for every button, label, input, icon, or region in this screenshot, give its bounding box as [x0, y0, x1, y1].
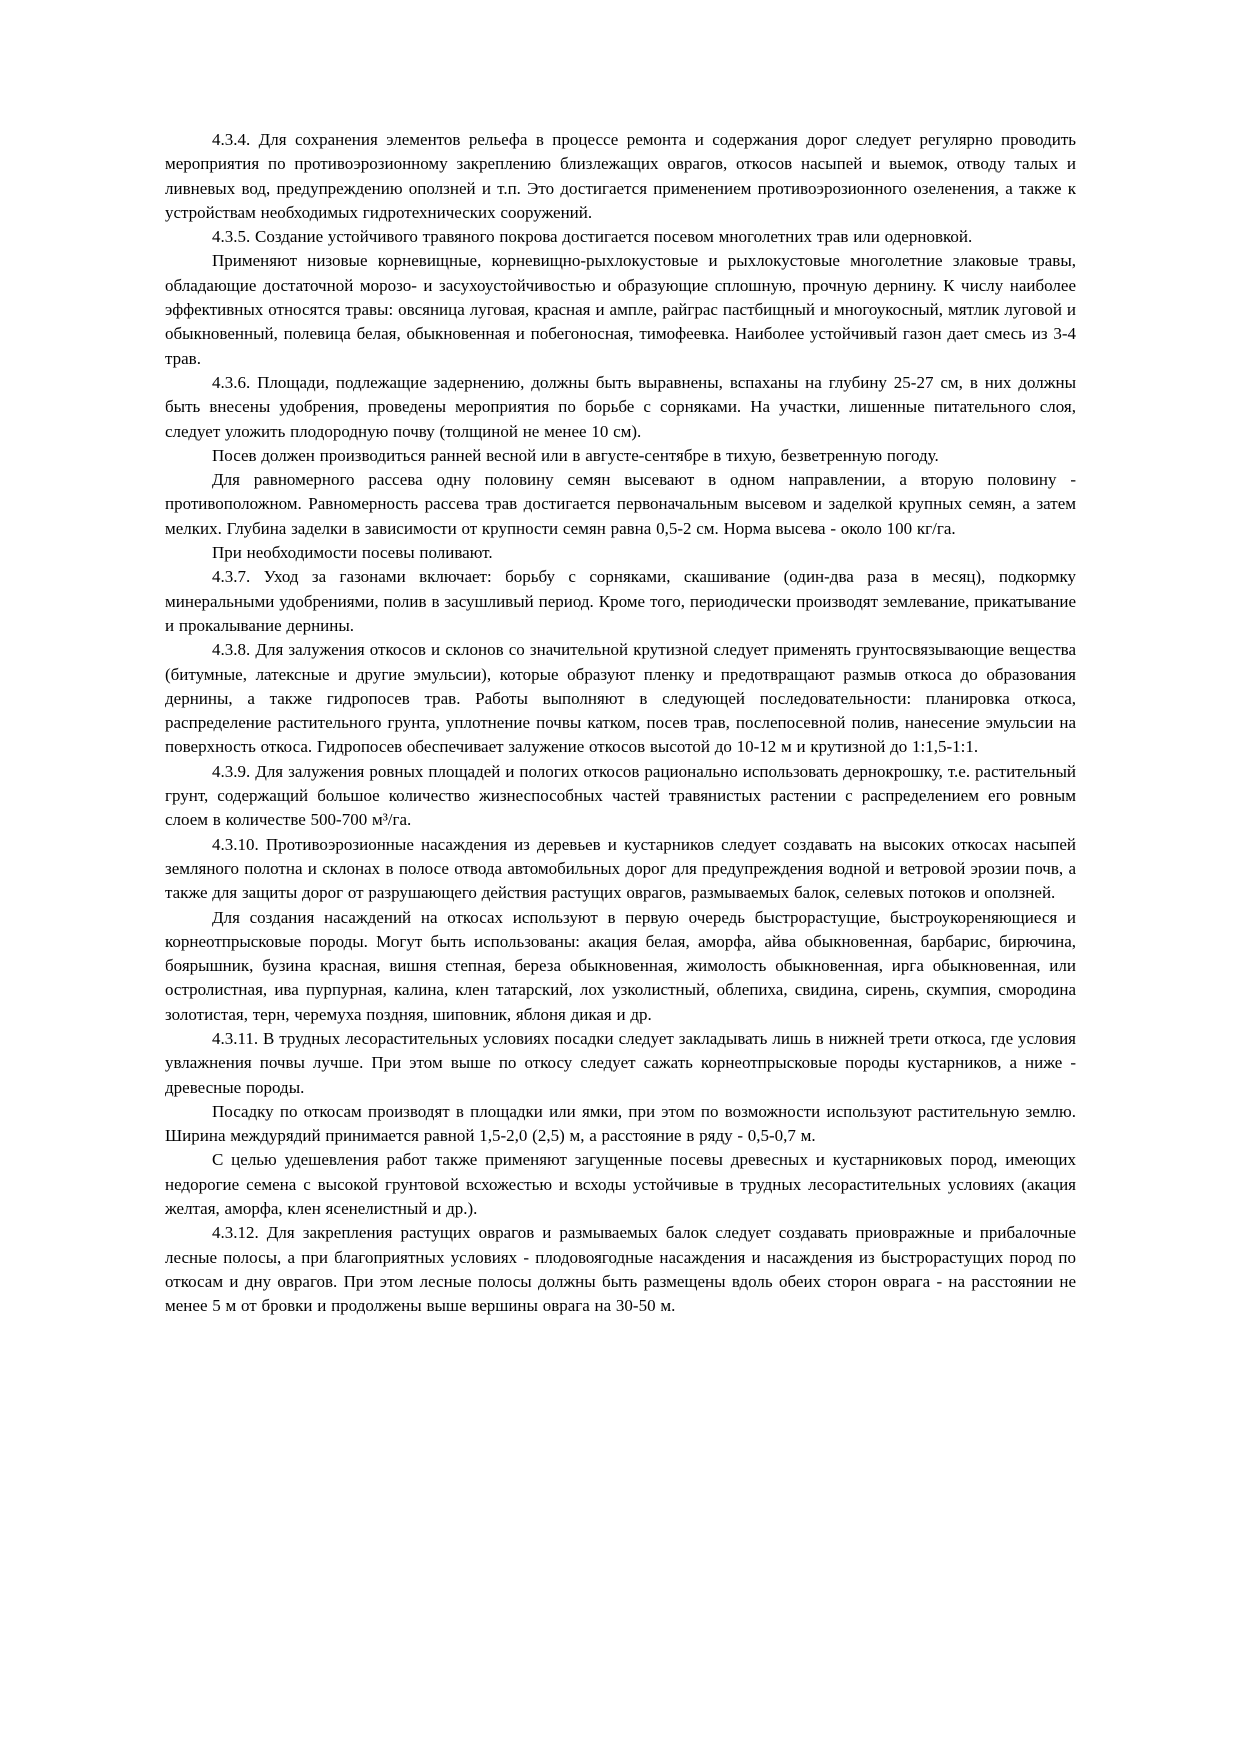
para-4-3-7: 4.3.7. Уход за газонами включает: борьбу с сорняками, скашивание (один-два раза в месяц), подкормку минеральными удобрениями, полив в засушливый период. Кроме того, периодически производят землевание, прикатывание и прокалывание дернины. — [165, 567, 1076, 635]
para-4-3-5: 4.3.5. Создание устойчивого травяного покрова достигается посевом многолетних трав или одерновкой. — [212, 227, 973, 247]
para-4-3-8: 4.3.8. Для залужения откосов и склонов со значительной крутизной следует применять грунтосвязывающие вещества (битумные, латексные и другие эмульсии), которые образуют пленку и предотвращают размыв откоса до образования дернины, а также гидропосев трав. Работы выполняют в следующей последовательности: планировка откоса, распределение растительного грунта, уплотнение почвы катком, посев трав, послепосевной полив, нанесение эмульсии на поверхность откоса. Гидропосев обеспечивает залужение откосов высотой до 10-12 м и крутизной до 1:1,5-1:1. — [165, 640, 1076, 757]
para-sowing-time: Посев должен производиться ранней весной или в августе-сентябре в тихую, безветренную погоду. — [212, 445, 939, 465]
para-4-3-11: 4.3.11. В трудных лесорастительных условиях посадки следует закладывать лишь в нижней трети откоса, где условия увлажнения почвы лучше. При этом выше по откосу следует сажать корнеотпрысковые породы кустарников, а ниже - древесные породы. — [165, 1028, 1076, 1097]
para-watering: При необходимости посевы поливают. — [212, 543, 493, 563]
para-grass-types: Применяют низовые корневищные, корневищно-рыхлокустовые и рыхлокустовые многолетние злаковые травы, обладающие достаточной морозо- и засухоустойчивостью и образующие сплошную, прочную дернину. К числу наиболее эффективных относятся травы: овсяница луговая, красная и ампле, райграс пастбищный и многоукосный, мятлик луговой и обыкновенный, полевица белая, обыкновенная и побегоносная, тимофеевка. Наиболее устойчивый газон дает смесь из 3-4 трав. — [165, 251, 1076, 368]
para-planting-method: Посадку по откосам производят в площадки или ямки, при этом по возможности используют растительную землю. Ширина междурядий принимается равной 1,5-2,0 (2,5) м, а расстояние в ряду - 0,5-0,7 м. — [165, 1101, 1076, 1146]
para-4-3-9: 4.3.9. Для залужения ровных площадей и пологих откосов рационально использовать дернокрошку, т.е. растительный грунт, содержащий большое количество жизнеспособных частей травянистых растении с распределением его ровным слоем в количестве 500-700 м³/га. — [165, 761, 1076, 830]
para-4-3-6: 4.3.6. Площади, подлежащие задернению, должны быть выравнены, вспаханы на глубину 25-27 см, в них должны быть внесены удобрения, проведены мероприятия по борьбе с сорняками. На участки, лишенные питательного слоя, следует уложить плодородную почву (толщиной не менее 10 см). — [165, 372, 1076, 441]
para-4-3-4: 4.3.4. Для сохранения элементов рельефа в процессе ремонта и содержания дорог следует регулярно проводить мероприятия по противоэрозионному закреплению близлежащих оврагов, откосов насыпей и выемок, отводу талых и ливневых вод, предупреждению оползней и т.п. Это достигается применением противоэрозионного озеленения, а также к устройствам необходимых гидротехнических сооружений. — [165, 130, 1076, 222]
para-4-3-10: 4.3.10. Противоэрозионные насаждения из деревьев и кустарников следует создавать на высоких откосах насыпей земляного полотна и склонах в полосе отвода автомобильных дорог для предупреждения водной и ветровой эрозии почв, а также для защиты дорог от разрушающего действия растущих оврагов, размываемых балок, селевых потоков и оползней. — [165, 834, 1076, 903]
document-content — [165, 128, 1076, 1319]
para-cheaper-works: С целью удешевления работ также применяют загущенные посевы древесных и кустарниковых пород, имеющих недорогие семена с высокой грунтовой всхожестью и всходы устойчивые в трудных лесорастительных условиях (акация желтая, аморфа, клен ясенелистный и др.). — [165, 1150, 1076, 1219]
para-4-3-12: 4.3.12. Для закрепления растущих оврагов и размываемых балок следует создавать приовражные и прибалочные лесные полосы, а при благоприятных условиях - плодовоягодные насаждения и насаждения из быстрорастущих пород по откосам и дну оврагов. При этом лесные полосы должны быть размещены вдоль обеих сторон оврага - на расстоянии не менее 5 м от бровки и продолжены выше вершины оврага на 30-50 м. — [165, 1223, 1076, 1316]
para-slope-species: Для создания насаждений на откосах используют в первую очередь быстрорастущие, быстроукореняющиеся и корнеотпрысковые породы. Могут быть использованы: акация белая, аморфа, айва обыкновенная, барбарис, бирючина, боярышник, бузина красная, вишня степная, береза обыкновенная, жимолость обыкновенная, ирга обыкновенная, или остролистная, ива пурпурная, калина, клен татарский, лох узколистный, облепиха, свидина, сирень, скумпия, смородина золотистая, терн, черемуха поздняя, шиповник, яблоня дикая и др. — [165, 907, 1076, 1024]
para-even-sowing: Для равномерного рассева одну половину семян высевают в одном направлении, а вторую половину - противоположном. Равномерность рассева трав достигается первоначальным высевом и заделкой крупных семян, а затем мелких. Глубина заделки в зависимости от крупности семян равна 0,5-2 см. Норма высева - около 100 кг/га. — [165, 470, 1076, 538]
